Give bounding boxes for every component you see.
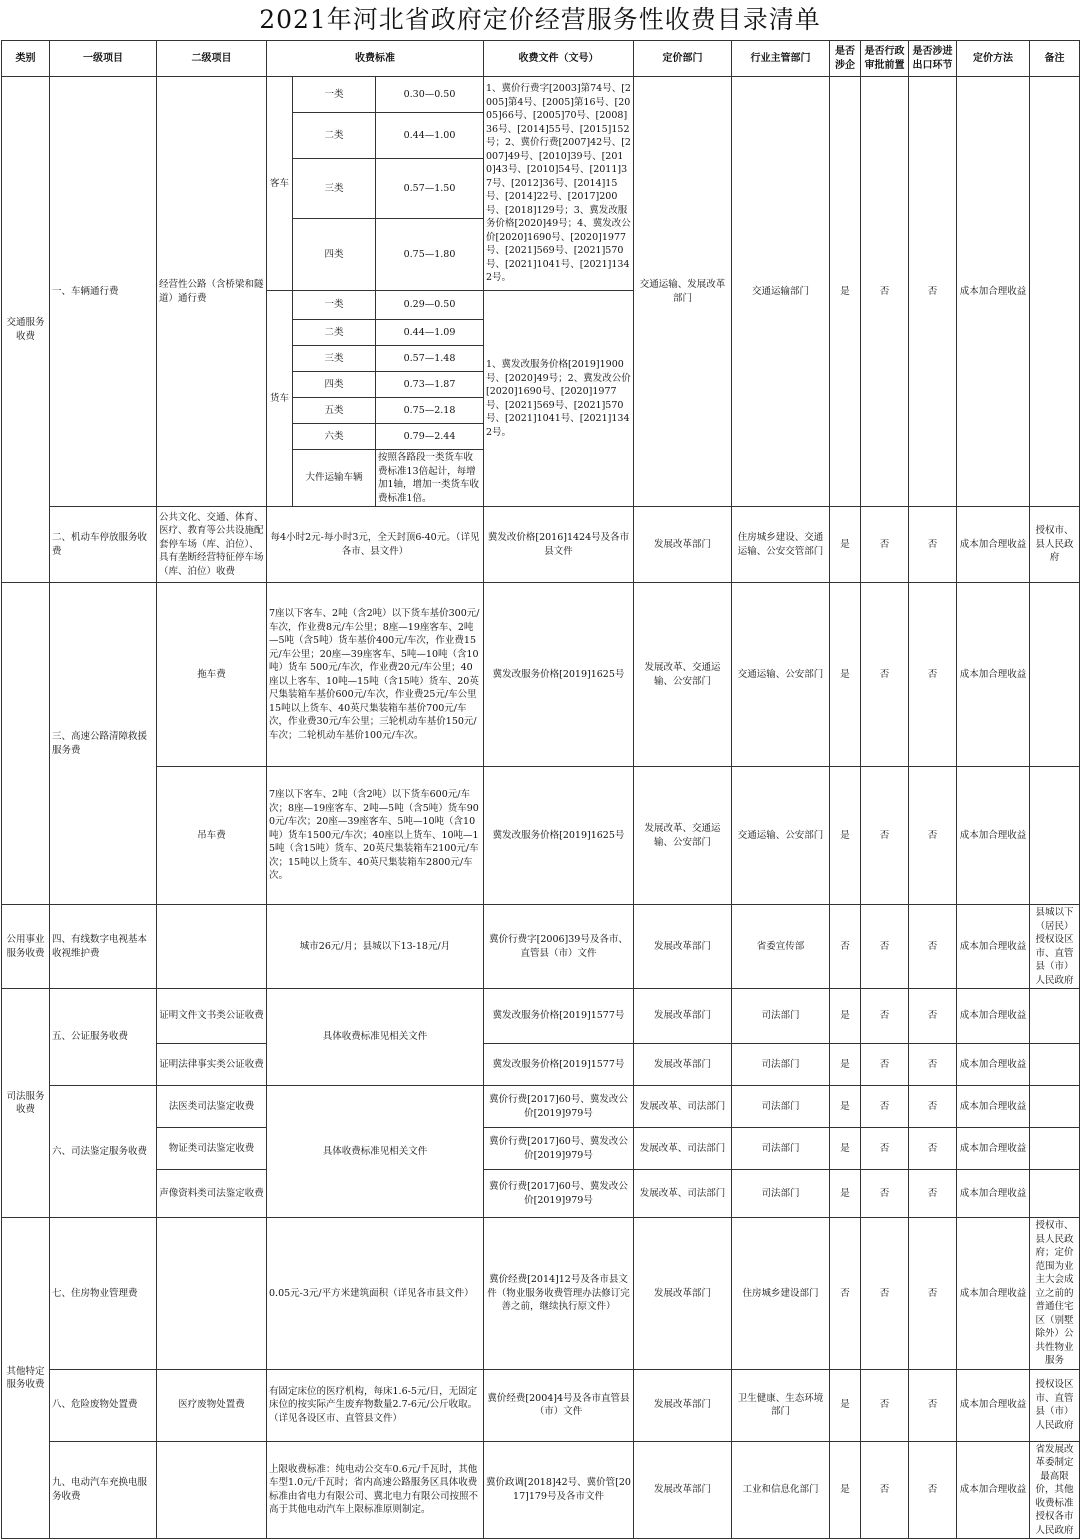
dept-cell: 发展改革部门 xyxy=(634,989,732,1044)
flag-cell: 否 xyxy=(861,989,909,1044)
doc-cell: 冀发改服务价格[2019]1625号 xyxy=(484,767,634,905)
class-cell: 三类 xyxy=(293,346,376,372)
note-cell xyxy=(1030,1086,1080,1128)
class-cell: 四类 xyxy=(293,219,376,291)
method-cell: 成本加合理收益 xyxy=(957,583,1030,767)
method-cell: 成本加合理收益 xyxy=(957,507,1030,583)
industry-cell: 住房城乡建设、交通运输、公安交管部门 xyxy=(732,507,830,583)
flag-cell: 否 xyxy=(909,77,957,507)
fee-table xyxy=(1,40,1080,1539)
flag-cell: 否 xyxy=(861,767,909,905)
method-cell: 成本加合理收益 xyxy=(957,77,1030,507)
flag-cell: 否 xyxy=(909,905,957,989)
standard-cell: 7座以下客车、2吨（含2吨）以下货车600元/车次；8座—19座客车、2吨—5吨（含5吨）货车900元/车次；20座—39座客车、5吨—10吨（含10吨）货车1500元/车次；40座以上货车、10吨—15吨（含15吨）货车、20英尺集装箱车2100元/车次；15吨以上货车、40英尺集装箱车2800元/车次。 xyxy=(267,767,484,905)
method-cell: 成本加合理收益 xyxy=(957,1441,1030,1539)
table-row xyxy=(2,77,1080,113)
flag-cell: 否 xyxy=(861,1128,909,1170)
industry-cell: 司法部门 xyxy=(732,1086,830,1128)
flag-cell: 否 xyxy=(909,1170,957,1218)
note-cell xyxy=(1030,1170,1080,1218)
page-title: 2021年河北省政府定价经营服务性收费目录清单 xyxy=(259,5,821,34)
flag-cell: 是 xyxy=(830,507,861,583)
sub-item-cell: 证明法律事实类公证收费 xyxy=(157,1044,267,1086)
flag-cell: 是 xyxy=(830,1128,861,1170)
doc-cell: 冀价行费[2017]60号、冀发改公价[2019]979号 xyxy=(484,1128,634,1170)
flag-cell: 是 xyxy=(830,767,861,905)
note-cell: 授权市、县人民政府；定价范围为业主大会成立之前的普通住宅区（别墅除外）公共性物业服务 xyxy=(1030,1218,1080,1370)
industry-cell: 卫生健康、生态环境部门 xyxy=(732,1369,830,1441)
standard-cell: 0.05元-3元/平方米建筑面积（详见各市县文件） xyxy=(267,1218,484,1370)
sub-item-cell: 吊车费 xyxy=(157,767,267,905)
method-cell: 成本加合理收益 xyxy=(957,1170,1030,1218)
industry-cell: 司法部门 xyxy=(732,1170,830,1218)
sub-item-cell: 经营性公路（含桥梁和隧道）通行费 xyxy=(157,77,267,507)
sub-item-cell: 公共文化、交通、体育、医疗、教育等公共设施配套停车场（库、泊位）、具有垄断经营特征停车场（库、泊位）收费 xyxy=(157,507,267,583)
sub-item-cell: 医疗废物处置费 xyxy=(157,1369,267,1441)
standard-cell: 城市26元/月；县城以下13-18元/月 xyxy=(267,905,484,989)
industry-cell: 司法部门 xyxy=(732,1128,830,1170)
flag-cell: 是 xyxy=(830,77,861,507)
doc-cell: 冀价经费[2004]4号及各市直管县（市）文件 xyxy=(484,1369,634,1441)
industry-cell: 交通运输部门 xyxy=(732,77,830,507)
table-row xyxy=(2,1128,1080,1170)
table-row xyxy=(2,989,1080,1044)
rate-cell: 0.44—1.09 xyxy=(376,320,484,346)
flag-cell: 否 xyxy=(909,1128,957,1170)
doc-cell: 冀价行费[2017]60号、冀发改公价[2019]979号 xyxy=(484,1170,634,1218)
flag-cell: 否 xyxy=(861,1044,909,1086)
category-cell: 交通服务收费 xyxy=(2,77,50,583)
flag-cell: 否 xyxy=(909,989,957,1044)
header-cell: 是否行政审批前置 xyxy=(861,41,909,77)
sub-item-cell: 拖车费 xyxy=(157,583,267,767)
doc-cell: 冀发改服务价格[2019]1625号 xyxy=(484,583,634,767)
sub-item-cell xyxy=(157,1218,267,1370)
flag-cell: 是 xyxy=(830,1441,861,1539)
table-row xyxy=(2,583,1080,767)
flag-cell: 否 xyxy=(861,1441,909,1539)
header-cell: 是否涉进出口环节 xyxy=(909,41,957,77)
doc-cell: 冀发改价格[2016]1424号及各市县文件 xyxy=(484,507,634,583)
doc-cell: 冀发改服务价格[2019]1577号 xyxy=(484,989,634,1044)
vehicle-type-cell: 客车 xyxy=(267,77,293,291)
class-cell: 一类 xyxy=(293,77,376,113)
rate-cell: 0.30—0.50 xyxy=(376,77,484,113)
doc-cell: 冀价经费[2014]12号及各市县文件（物业服务收费管理办法修订完善之前，继续执行原文件） xyxy=(484,1218,634,1370)
header-cell: 类别 xyxy=(2,41,50,77)
note-cell: 授权市、县人民政府 xyxy=(1030,507,1080,583)
flag-cell: 否 xyxy=(830,1218,861,1370)
table-row xyxy=(2,1044,1080,1086)
doc-cell: 1、冀价行费字[2003]第74号、[2005]第4号、[2005]第16号、[2005]66号、[2005]70号、[2008]36号、[2014]55号、[2015]152号；2、冀价行费[2007]42号、[2007]49号、[2010]39号、[2010]43号、[2010]54号、[2011]37号、[2012]36号、[2014]15号、[2014]22号、[2017]200号、[2018]129号；3、冀发改服务价格[2020]49号；4、冀发改公价[2020]1690号、[2020]1977号、[2021]569号、[2021]570号、[2021]1041号、[2021]1342号。 xyxy=(484,77,634,291)
table-row xyxy=(2,1170,1080,1218)
sub-item-cell xyxy=(157,1441,267,1539)
sub-item-cell: 法医类司法鉴定收费 xyxy=(157,1086,267,1128)
category-cell: 其他特定服务收费 xyxy=(2,1218,50,1539)
standard-cell: 有固定床位的医疗机构，每床1.6-5元/日，无固定床位的按实际产生废弃物数量2.7-6元/公斤收取。（详见各设区市、直管县文件） xyxy=(267,1369,484,1441)
flag-cell: 否 xyxy=(909,583,957,767)
table-row xyxy=(2,767,1080,905)
dept-cell: 发展改革、司法部门 xyxy=(634,1086,732,1128)
dept-cell: 发展改革部门 xyxy=(634,1044,732,1086)
table-row xyxy=(2,1218,1080,1370)
header-cell: 收费标准 xyxy=(267,41,484,77)
header-cell: 行业主管部门 xyxy=(732,41,830,77)
header-cell: 二级项目 xyxy=(157,41,267,77)
flag-cell: 是 xyxy=(830,583,861,767)
item-cell: 九、电动汽车充换电服务收费 xyxy=(50,1441,157,1539)
table-row xyxy=(2,905,1080,989)
flag-cell: 否 xyxy=(830,905,861,989)
table-row xyxy=(2,1441,1080,1539)
doc-cell: 冀价行费[2017]60号、冀发改公价[2019]979号 xyxy=(484,1086,634,1128)
doc-cell: 冀发改服务价格[2019]1577号 xyxy=(484,1044,634,1086)
industry-cell: 省委宣传部 xyxy=(732,905,830,989)
note-cell: 省发展改革委制定最高限价，其他收费标准授权各市人民政府 xyxy=(1030,1441,1080,1539)
industry-cell: 司法部门 xyxy=(732,1044,830,1086)
method-cell: 成本加合理收益 xyxy=(957,989,1030,1044)
dept-cell: 发展改革部门 xyxy=(634,1218,732,1370)
standard-cell: 上限收费标准：纯电动公交车0.6元/千瓦时，其他车型1.0元/千瓦时；省内高速公路服务区具体收费标准由省电力有限公司、冀北电力有限公司按照不高于其他电动汽车上限标准原则制定。 xyxy=(267,1441,484,1539)
header-cell: 备注 xyxy=(1030,41,1080,77)
flag-cell: 否 xyxy=(861,1218,909,1370)
class-cell: 六类 xyxy=(293,424,376,450)
flag-cell: 否 xyxy=(909,1044,957,1086)
item-cell: 六、司法鉴定服务收费 xyxy=(50,1086,157,1218)
doc-cell: 冀价行费字[2006]39号及各市、直管县（市）文件 xyxy=(484,905,634,989)
flag-cell: 是 xyxy=(830,1086,861,1128)
note-cell: 授权设区市、直管县（市）人民政府 xyxy=(1030,1369,1080,1441)
industry-cell: 交通运输、公安部门 xyxy=(732,583,830,767)
dept-cell: 发展改革部门 xyxy=(634,905,732,989)
sub-item-cell: 物证类司法鉴定收费 xyxy=(157,1128,267,1170)
header-cell: 定价方法 xyxy=(957,41,1030,77)
standard-cell: 具体收费标准见相关文件 xyxy=(267,989,484,1086)
category-cell: 公用事业服务收费 xyxy=(2,905,50,989)
industry-cell: 住房城乡建设部门 xyxy=(732,1218,830,1370)
flag-cell: 否 xyxy=(909,1086,957,1128)
flag-cell: 否 xyxy=(909,1441,957,1539)
flag-cell: 是 xyxy=(830,1170,861,1218)
class-cell: 三类 xyxy=(293,159,376,219)
flag-cell: 否 xyxy=(861,583,909,767)
method-cell: 成本加合理收益 xyxy=(957,1369,1030,1441)
note-cell xyxy=(1030,767,1080,905)
note-cell xyxy=(1030,1044,1080,1086)
flag-cell: 是 xyxy=(830,989,861,1044)
flag-cell: 否 xyxy=(909,1218,957,1370)
method-cell: 成本加合理收益 xyxy=(957,1218,1030,1370)
rate-cell: 0.75—1.80 xyxy=(376,219,484,291)
note-cell xyxy=(1030,583,1080,767)
class-cell: 二类 xyxy=(293,320,376,346)
rate-cell: 0.29—0.50 xyxy=(376,291,484,320)
item-cell: 五、公证服务收费 xyxy=(50,989,157,1086)
table-row xyxy=(2,507,1080,583)
dept-cell: 发展改革、交通运输、公安部门 xyxy=(634,767,732,905)
vehicle-type-cell: 货车 xyxy=(267,291,293,507)
note-cell xyxy=(1030,1128,1080,1170)
dept-cell: 发展改革部门 xyxy=(634,507,732,583)
dept-cell: 发展改革、司法部门 xyxy=(634,1170,732,1218)
header-cell: 收费文件（文号） xyxy=(484,41,634,77)
flag-cell: 否 xyxy=(861,77,909,507)
class-cell: 一类 xyxy=(293,291,376,320)
item-cell: 八、危险废物处置费 xyxy=(50,1369,157,1441)
standard-cell: 每4小时2元-每小时3元，全天封顶6-40元。（详见各市、县文件） xyxy=(267,507,484,583)
sub-item-cell xyxy=(157,905,267,989)
item-cell: 一、车辆通行费 xyxy=(50,77,157,507)
table-row xyxy=(2,1369,1080,1441)
header-cell: 一级项目 xyxy=(50,41,157,77)
header-row xyxy=(2,41,1080,77)
dept-cell: 发展改革部门 xyxy=(634,1441,732,1539)
item-cell: 四、有线数字电视基本收视维护费 xyxy=(50,905,157,989)
rate-cell: 0.79—2.44 xyxy=(376,424,484,450)
dept-cell: 发展改革部门 xyxy=(634,1369,732,1441)
method-cell: 成本加合理收益 xyxy=(957,1044,1030,1086)
item-cell: 三、高速公路清障救援服务费 xyxy=(50,583,157,905)
class-cell: 五类 xyxy=(293,398,376,424)
sub-item-cell: 证明文件文书类公证收费 xyxy=(157,989,267,1044)
flag-cell: 否 xyxy=(861,1369,909,1441)
dept-cell: 发展改革、司法部门 xyxy=(634,1128,732,1170)
rate-cell: 0.75—2.18 xyxy=(376,398,484,424)
flag-cell: 否 xyxy=(861,1086,909,1128)
flag-cell: 是 xyxy=(830,1044,861,1086)
standard-cell: 具体收费标准见相关文件 xyxy=(267,1086,484,1218)
rate-cell: 按照各路段一类货车收费标准13倍起计，每增加1轴，增加一类货车收费标准1倍。 xyxy=(376,450,484,507)
doc-cell: 1、冀发改服务价格[2019]1900号、[2020]49号；2、冀发改公价[2020]1690号、[2020]1977号、[2021]569号、[2021]570号、[2021]1041号、[2021]1342号。 xyxy=(484,291,634,507)
note-cell xyxy=(1030,989,1080,1044)
table-row xyxy=(2,1086,1080,1128)
industry-cell: 司法部门 xyxy=(732,989,830,1044)
header-cell: 是否涉企 xyxy=(830,41,861,77)
class-cell: 二类 xyxy=(293,113,376,159)
note-cell xyxy=(1030,77,1080,507)
standard-cell: 7座以下客车、2吨（含2吨）以下货车基价300元/车次，作业费8元/车公里；8座—19座客车、2吨—5吨（含5吨）货车基价400元/车次，作业费15元/车公里；20座—39座客车、5吨—10吨（含10吨）货车 500元/车次，作业费20元/车公里；40座以上客车、10吨—15吨（含15吨）货车、20英尺集装箱车基价600元/车次，作业费25元/车公里15吨以上货车、40英尺集装箱车基价700元/车次，作业费30元/车公里；三轮机动车基价150元/车次；二轮机动车基价100元/车次。 xyxy=(267,583,484,767)
category-cell xyxy=(2,583,50,905)
dept-cell: 发展改革、交通运输、公安部门 xyxy=(634,583,732,767)
class-cell: 四类 xyxy=(293,372,376,398)
method-cell: 成本加合理收益 xyxy=(957,1128,1030,1170)
item-cell: 七、住房物业管理费 xyxy=(50,1218,157,1370)
flag-cell: 否 xyxy=(909,1369,957,1441)
class-cell: 大件运输车辆 xyxy=(293,450,376,507)
industry-cell: 交通运输、公安部门 xyxy=(732,767,830,905)
doc-cell: 冀价政调[2018]42号、冀价管[2017]179号及各市文件 xyxy=(484,1441,634,1539)
flag-cell: 否 xyxy=(909,767,957,905)
industry-cell: 工业和信息化部门 xyxy=(732,1441,830,1539)
flag-cell: 是 xyxy=(830,1369,861,1441)
item-cell: 二、机动车停放服务收费 xyxy=(50,507,157,583)
category-cell: 司法服务收费 xyxy=(2,989,50,1218)
rate-cell: 0.73—1.87 xyxy=(376,372,484,398)
flag-cell: 否 xyxy=(861,1170,909,1218)
method-cell: 成本加合理收益 xyxy=(957,767,1030,905)
rate-cell: 0.44—1.00 xyxy=(376,113,484,159)
flag-cell: 否 xyxy=(909,507,957,583)
sub-item-cell: 声像资料类司法鉴定收费 xyxy=(157,1170,267,1218)
rate-cell: 0.57—1.48 xyxy=(376,346,484,372)
flag-cell: 否 xyxy=(861,507,909,583)
rate-cell: 0.57—1.50 xyxy=(376,159,484,219)
note-cell: 县城以下（居民）授权设区市、直管县（市）人民政府 xyxy=(1030,905,1080,989)
dept-cell: 交通运输、发展改革部门 xyxy=(634,77,732,507)
header-cell: 定价部门 xyxy=(634,41,732,77)
method-cell: 成本加合理收益 xyxy=(957,1086,1030,1128)
method-cell: 成本加合理收益 xyxy=(957,905,1030,989)
flag-cell: 否 xyxy=(861,905,909,989)
